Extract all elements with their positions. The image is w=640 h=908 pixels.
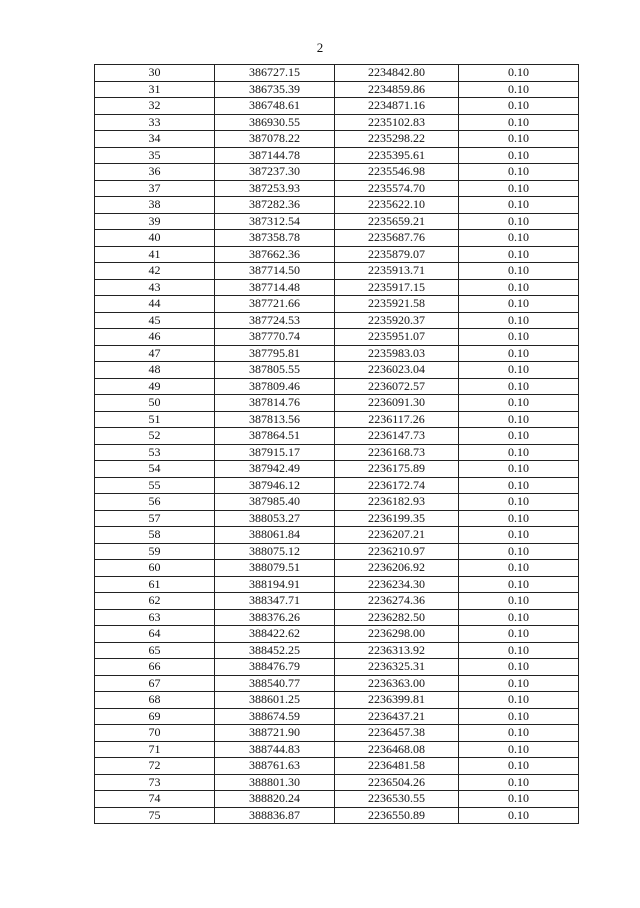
point-number-cell: 58: [95, 527, 215, 544]
y-coordinate-cell: 2236298.00: [335, 626, 459, 643]
point-number-cell: 73: [95, 774, 215, 791]
tolerance-cell: 0.10: [459, 609, 579, 626]
y-coordinate-cell: 2235546.98: [335, 164, 459, 181]
y-coordinate-cell: 2236207.21: [335, 527, 459, 544]
table-row: [95, 527, 579, 544]
y-coordinate-cell: 2235395.61: [335, 147, 459, 164]
x-coordinate-cell: 388601.25: [215, 692, 335, 709]
coordinates-table: [94, 64, 579, 824]
point-number-cell: 41: [95, 246, 215, 263]
point-number-cell: 34: [95, 131, 215, 148]
x-coordinate-cell: 386735.39: [215, 81, 335, 98]
x-coordinate-cell: 388761.63: [215, 758, 335, 775]
y-coordinate-cell: 2236274.36: [335, 593, 459, 610]
y-coordinate-cell: 2234842.80: [335, 65, 459, 82]
tolerance-cell: 0.10: [459, 345, 579, 362]
y-coordinate-cell: 2236210.97: [335, 543, 459, 560]
y-coordinate-cell: 2235983.03: [335, 345, 459, 362]
x-coordinate-cell: 388075.12: [215, 543, 335, 560]
tolerance-cell: 0.10: [459, 725, 579, 742]
table-row: [95, 774, 579, 791]
point-number-cell: 49: [95, 378, 215, 395]
table-row: [95, 626, 579, 643]
y-coordinate-cell: 2236206.92: [335, 560, 459, 577]
table-row: [95, 411, 579, 428]
table-row: [95, 725, 579, 742]
point-number-cell: 35: [95, 147, 215, 164]
point-number-cell: 69: [95, 708, 215, 725]
tolerance-cell: 0.10: [459, 378, 579, 395]
point-number-cell: 48: [95, 362, 215, 379]
point-number-cell: 46: [95, 329, 215, 346]
tolerance-cell: 0.10: [459, 626, 579, 643]
x-coordinate-cell: 387312.54: [215, 213, 335, 230]
point-number-cell: 38: [95, 197, 215, 214]
y-coordinate-cell: 2236023.04: [335, 362, 459, 379]
point-number-cell: 33: [95, 114, 215, 131]
point-number-cell: 65: [95, 642, 215, 659]
table-row: [95, 81, 579, 98]
y-coordinate-cell: 2234871.16: [335, 98, 459, 115]
tolerance-cell: 0.10: [459, 395, 579, 412]
table-row: [95, 230, 579, 247]
point-number-cell: 68: [95, 692, 215, 709]
table-row: [95, 329, 579, 346]
table-row: [95, 477, 579, 494]
table-row: [95, 378, 579, 395]
point-number-cell: 31: [95, 81, 215, 98]
table-row: [95, 98, 579, 115]
tolerance-cell: 0.10: [459, 708, 579, 725]
point-number-cell: 51: [95, 411, 215, 428]
y-coordinate-cell: 2236457.38: [335, 725, 459, 742]
tolerance-cell: 0.10: [459, 659, 579, 676]
x-coordinate-cell: 387358.78: [215, 230, 335, 247]
point-number-cell: 63: [95, 609, 215, 626]
x-coordinate-cell: 387724.53: [215, 312, 335, 329]
y-coordinate-cell: 2236091.30: [335, 395, 459, 412]
x-coordinate-cell: 387144.78: [215, 147, 335, 164]
table-row: [95, 246, 579, 263]
y-coordinate-cell: 2236313.92: [335, 642, 459, 659]
tolerance-cell: 0.10: [459, 774, 579, 791]
tolerance-cell: 0.10: [459, 494, 579, 511]
x-coordinate-cell: 387721.66: [215, 296, 335, 313]
x-coordinate-cell: 387985.40: [215, 494, 335, 511]
tolerance-cell: 0.10: [459, 560, 579, 577]
tolerance-cell: 0.10: [459, 510, 579, 527]
y-coordinate-cell: 2235951.07: [335, 329, 459, 346]
table-row: [95, 164, 579, 181]
tolerance-cell: 0.10: [459, 263, 579, 280]
y-coordinate-cell: 2236147.73: [335, 428, 459, 445]
point-number-cell: 39: [95, 213, 215, 230]
point-number-cell: 45: [95, 312, 215, 329]
point-number-cell: 64: [95, 626, 215, 643]
table-row: [95, 213, 579, 230]
table-row: [95, 65, 579, 82]
tolerance-cell: 0.10: [459, 807, 579, 824]
tolerance-cell: 0.10: [459, 428, 579, 445]
x-coordinate-cell: 388476.79: [215, 659, 335, 676]
x-coordinate-cell: 388721.90: [215, 725, 335, 742]
point-number-cell: 72: [95, 758, 215, 775]
table-row: [95, 642, 579, 659]
point-number-cell: 53: [95, 444, 215, 461]
x-coordinate-cell: 388347.71: [215, 593, 335, 610]
tolerance-cell: 0.10: [459, 642, 579, 659]
table-row: [95, 444, 579, 461]
table-row: [95, 279, 579, 296]
tolerance-cell: 0.10: [459, 444, 579, 461]
y-coordinate-cell: 2236117.26: [335, 411, 459, 428]
table-row: [95, 758, 579, 775]
y-coordinate-cell: 2236481.58: [335, 758, 459, 775]
tolerance-cell: 0.10: [459, 362, 579, 379]
table-row: [95, 114, 579, 131]
table-row: [95, 395, 579, 412]
y-coordinate-cell: 2235622.10: [335, 197, 459, 214]
x-coordinate-cell: 387770.74: [215, 329, 335, 346]
x-coordinate-cell: 387714.48: [215, 279, 335, 296]
y-coordinate-cell: 2235921.58: [335, 296, 459, 313]
x-coordinate-cell: 388540.77: [215, 675, 335, 692]
table-row: [95, 576, 579, 593]
tolerance-cell: 0.10: [459, 98, 579, 115]
x-coordinate-cell: 387282.36: [215, 197, 335, 214]
tolerance-cell: 0.10: [459, 180, 579, 197]
tolerance-cell: 0.10: [459, 329, 579, 346]
tolerance-cell: 0.10: [459, 758, 579, 775]
point-number-cell: 40: [95, 230, 215, 247]
x-coordinate-cell: 387795.81: [215, 345, 335, 362]
x-coordinate-cell: 388079.51: [215, 560, 335, 577]
tolerance-cell: 0.10: [459, 230, 579, 247]
table-row: [95, 741, 579, 758]
y-coordinate-cell: 2236437.21: [335, 708, 459, 725]
table-row: [95, 362, 579, 379]
point-number-cell: 37: [95, 180, 215, 197]
x-coordinate-cell: 388836.87: [215, 807, 335, 824]
table-row: [95, 428, 579, 445]
x-coordinate-cell: 387662.36: [215, 246, 335, 263]
table-row: [95, 543, 579, 560]
x-coordinate-cell: 387237.30: [215, 164, 335, 181]
point-number-cell: 32: [95, 98, 215, 115]
y-coordinate-cell: 2236072.57: [335, 378, 459, 395]
table-row: [95, 593, 579, 610]
x-coordinate-cell: 387915.17: [215, 444, 335, 461]
x-coordinate-cell: 388674.59: [215, 708, 335, 725]
table-row: [95, 609, 579, 626]
tolerance-cell: 0.10: [459, 65, 579, 82]
table-row: [95, 675, 579, 692]
point-number-cell: 62: [95, 593, 215, 610]
x-coordinate-cell: 388744.83: [215, 741, 335, 758]
table-row: [95, 180, 579, 197]
point-number-cell: 59: [95, 543, 215, 560]
point-number-cell: 61: [95, 576, 215, 593]
x-coordinate-cell: 386727.15: [215, 65, 335, 82]
x-coordinate-cell: 386930.55: [215, 114, 335, 131]
x-coordinate-cell: 388194.91: [215, 576, 335, 593]
x-coordinate-cell: 387078.22: [215, 131, 335, 148]
y-coordinate-cell: 2236399.81: [335, 692, 459, 709]
point-number-cell: 70: [95, 725, 215, 742]
y-coordinate-cell: 2236182.93: [335, 494, 459, 511]
x-coordinate-cell: 388820.24: [215, 791, 335, 808]
y-coordinate-cell: 2235687.76: [335, 230, 459, 247]
tolerance-cell: 0.10: [459, 246, 579, 263]
tolerance-cell: 0.10: [459, 131, 579, 148]
table-row: [95, 131, 579, 148]
point-number-cell: 50: [95, 395, 215, 412]
table-row: [95, 147, 579, 164]
x-coordinate-cell: 387714.50: [215, 263, 335, 280]
tolerance-cell: 0.10: [459, 543, 579, 560]
y-coordinate-cell: 2235102.83: [335, 114, 459, 131]
point-number-cell: 55: [95, 477, 215, 494]
x-coordinate-cell: 387805.55: [215, 362, 335, 379]
tolerance-cell: 0.10: [459, 527, 579, 544]
tolerance-cell: 0.10: [459, 576, 579, 593]
x-coordinate-cell: 387253.93: [215, 180, 335, 197]
point-number-cell: 54: [95, 461, 215, 478]
point-number-cell: 60: [95, 560, 215, 577]
table-row: [95, 692, 579, 709]
tolerance-cell: 0.10: [459, 81, 579, 98]
x-coordinate-cell: 388422.62: [215, 626, 335, 643]
table-row: [95, 510, 579, 527]
y-coordinate-cell: 2235913.71: [335, 263, 459, 280]
table-row: [95, 560, 579, 577]
x-coordinate-cell: 387814.76: [215, 395, 335, 412]
table-row: [95, 708, 579, 725]
table-row: [95, 197, 579, 214]
y-coordinate-cell: 2235879.07: [335, 246, 459, 263]
y-coordinate-cell: 2235920.37: [335, 312, 459, 329]
x-coordinate-cell: 387813.56: [215, 411, 335, 428]
table-row: [95, 461, 579, 478]
x-coordinate-cell: 386748.61: [215, 98, 335, 115]
table-row: [95, 296, 579, 313]
y-coordinate-cell: 2236550.89: [335, 807, 459, 824]
tolerance-cell: 0.10: [459, 461, 579, 478]
point-number-cell: 43: [95, 279, 215, 296]
y-coordinate-cell: 2236325.31: [335, 659, 459, 676]
y-coordinate-cell: 2235917.15: [335, 279, 459, 296]
point-number-cell: 57: [95, 510, 215, 527]
y-coordinate-cell: 2236172.74: [335, 477, 459, 494]
tolerance-cell: 0.10: [459, 593, 579, 610]
y-coordinate-cell: 2236282.50: [335, 609, 459, 626]
y-coordinate-cell: 2235574.70: [335, 180, 459, 197]
y-coordinate-cell: 2236234.30: [335, 576, 459, 593]
coordinates-table-body: [95, 65, 579, 824]
x-coordinate-cell: 388053.27: [215, 510, 335, 527]
x-coordinate-cell: 388801.30: [215, 774, 335, 791]
tolerance-cell: 0.10: [459, 477, 579, 494]
tolerance-cell: 0.10: [459, 197, 579, 214]
y-coordinate-cell: 2236175.89: [335, 461, 459, 478]
point-number-cell: 44: [95, 296, 215, 313]
y-coordinate-cell: 2236530.55: [335, 791, 459, 808]
point-number-cell: 71: [95, 741, 215, 758]
y-coordinate-cell: 2235298.22: [335, 131, 459, 148]
y-coordinate-cell: 2236504.26: [335, 774, 459, 791]
point-number-cell: 74: [95, 791, 215, 808]
tolerance-cell: 0.10: [459, 296, 579, 313]
x-coordinate-cell: 388061.84: [215, 527, 335, 544]
tolerance-cell: 0.10: [459, 213, 579, 230]
point-number-cell: 30: [95, 65, 215, 82]
tolerance-cell: 0.10: [459, 312, 579, 329]
x-coordinate-cell: 388452.25: [215, 642, 335, 659]
point-number-cell: 67: [95, 675, 215, 692]
y-coordinate-cell: 2236363.00: [335, 675, 459, 692]
point-number-cell: 66: [95, 659, 215, 676]
table-row: [95, 659, 579, 676]
tolerance-cell: 0.10: [459, 411, 579, 428]
table-row: [95, 807, 579, 824]
y-coordinate-cell: 2235659.21: [335, 213, 459, 230]
x-coordinate-cell: 387809.46: [215, 378, 335, 395]
point-number-cell: 47: [95, 345, 215, 362]
tolerance-cell: 0.10: [459, 692, 579, 709]
point-number-cell: 56: [95, 494, 215, 511]
x-coordinate-cell: 387946.12: [215, 477, 335, 494]
point-number-cell: 52: [95, 428, 215, 445]
table-row: [95, 494, 579, 511]
x-coordinate-cell: 388376.26: [215, 609, 335, 626]
page-number: 2: [316, 40, 324, 55]
point-number-cell: 36: [95, 164, 215, 181]
y-coordinate-cell: 2236168.73: [335, 444, 459, 461]
tolerance-cell: 0.10: [459, 147, 579, 164]
tolerance-cell: 0.10: [459, 791, 579, 808]
tolerance-cell: 0.10: [459, 279, 579, 296]
y-coordinate-cell: 2234859.86: [335, 81, 459, 98]
tolerance-cell: 0.10: [459, 114, 579, 131]
x-coordinate-cell: 387942.49: [215, 461, 335, 478]
table-row: [95, 791, 579, 808]
tolerance-cell: 0.10: [459, 741, 579, 758]
tolerance-cell: 0.10: [459, 164, 579, 181]
y-coordinate-cell: 2236468.08: [335, 741, 459, 758]
y-coordinate-cell: 2236199.35: [335, 510, 459, 527]
table-row: [95, 345, 579, 362]
point-number-cell: 75: [95, 807, 215, 824]
tolerance-cell: 0.10: [459, 675, 579, 692]
point-number-cell: 42: [95, 263, 215, 280]
table-row: [95, 312, 579, 329]
x-coordinate-cell: 387864.51: [215, 428, 335, 445]
table-row: [95, 263, 579, 280]
